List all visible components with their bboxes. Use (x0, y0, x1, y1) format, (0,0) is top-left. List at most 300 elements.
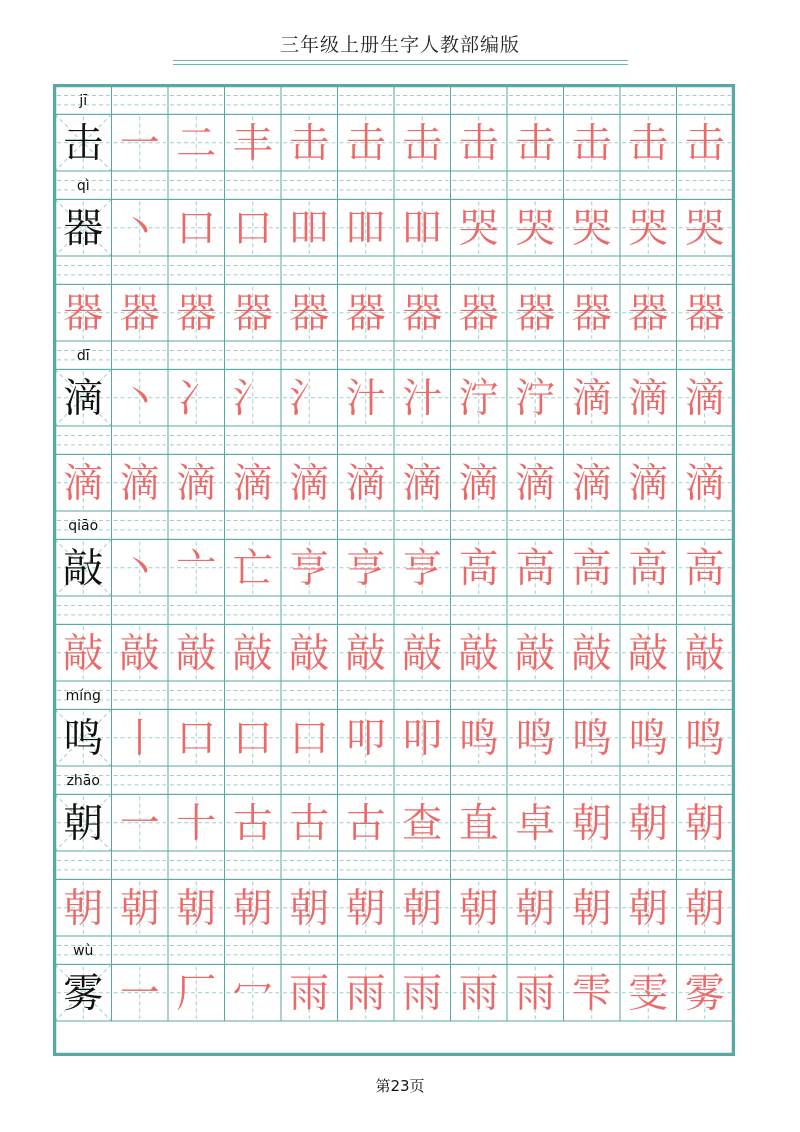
trace-character: 朝 (684, 800, 725, 847)
character-cell (507, 709, 564, 766)
character-cell (281, 539, 338, 596)
pinyin-cell (112, 596, 169, 624)
character-cell (168, 624, 225, 681)
character-cell (112, 879, 169, 936)
pinyin-cell (281, 171, 338, 199)
trace-character: 滴 (571, 460, 612, 507)
pinyin-cell (564, 681, 621, 709)
character-cell (112, 624, 169, 681)
trace-character: 二 (176, 120, 217, 167)
character-cell (394, 624, 451, 681)
pinyin-cell (451, 171, 508, 199)
pinyin-cell (507, 851, 564, 879)
character-cell (55, 539, 112, 596)
character-cell (55, 114, 112, 171)
pinyin-cell (394, 851, 451, 879)
character-cell (677, 369, 734, 426)
character-cell (168, 199, 225, 256)
character-cell (564, 114, 621, 171)
pinyin-cell (451, 596, 508, 624)
trace-character: 朝 (232, 885, 273, 932)
pinyin-cell (225, 681, 282, 709)
character-cell (451, 964, 508, 1021)
pinyin-cell (564, 341, 621, 369)
pinyin-cell (225, 341, 282, 369)
trace-character: 器 (571, 290, 612, 337)
pinyin-row (55, 256, 733, 284)
trace-character: 口 (176, 205, 217, 252)
pinyin-cell (564, 766, 621, 794)
pinyin-cell (564, 86, 621, 114)
trace-character: 朝 (571, 800, 612, 847)
character-cell (55, 794, 112, 851)
character-cell (394, 454, 451, 511)
character-cell (677, 199, 734, 256)
pinyin-cell (168, 86, 225, 114)
pinyin-cell (168, 171, 225, 199)
trace-character: 滴 (402, 460, 443, 507)
trace-character: 器 (458, 290, 499, 337)
character-cell (55, 964, 112, 1021)
pinyin-cell (507, 766, 564, 794)
pinyin-cell (394, 171, 451, 199)
pinyin-row (55, 86, 733, 114)
pinyin-cell (564, 936, 621, 964)
trace-character: 器 (289, 290, 330, 337)
trace-character: 朝 (571, 885, 612, 932)
character-cell (281, 879, 338, 936)
character-cell (338, 879, 395, 936)
character-cell (394, 964, 451, 1021)
trace-character: 朝 (402, 885, 443, 932)
pinyin-cell (281, 936, 338, 964)
character-cell (564, 284, 621, 341)
character-cell (620, 879, 677, 936)
character-cell (168, 709, 225, 766)
pinyin-cell (677, 936, 734, 964)
character-cell (451, 709, 508, 766)
trace-character: 滴 (628, 375, 669, 422)
trace-character: 一 (119, 120, 160, 167)
trace-character: 敲 (345, 630, 386, 677)
pinyin-label: wù (73, 943, 94, 960)
character-cell (168, 454, 225, 511)
character-cell (55, 369, 112, 426)
character-cell (564, 624, 621, 681)
character-cell (394, 709, 451, 766)
character-cell (507, 794, 564, 851)
character-cell (112, 114, 169, 171)
pinyin-cell (168, 681, 225, 709)
page-number: 第23页 (375, 1077, 425, 1095)
character-cell (620, 709, 677, 766)
character-cell (168, 794, 225, 851)
trace-character: 击 (684, 120, 725, 167)
character-cell (677, 709, 734, 766)
character-cell (394, 794, 451, 851)
pinyin-cell (225, 936, 282, 964)
pinyin-cell (338, 256, 395, 284)
pinyin-cell (112, 341, 169, 369)
pinyin-cell (394, 341, 451, 369)
character-cell (338, 454, 395, 511)
pinyin-cell (55, 766, 112, 794)
character-cell (281, 709, 338, 766)
trace-character: 亨 (345, 545, 386, 592)
character-cell (55, 624, 112, 681)
character-cell (507, 284, 564, 341)
pinyin-cell (225, 86, 282, 114)
character-row (55, 199, 733, 256)
character-cell (507, 964, 564, 1021)
character-cell (338, 794, 395, 851)
trace-character: 器 (119, 290, 160, 337)
trace-character: 敲 (176, 630, 217, 677)
character-cell (55, 284, 112, 341)
character-cell (55, 454, 112, 511)
trace-character: 氵 (232, 375, 273, 422)
trace-character: 击 (345, 120, 386, 167)
pinyin-cell (338, 171, 395, 199)
character-cell (338, 964, 395, 1021)
character-cell (451, 879, 508, 936)
pinyin-cell (281, 596, 338, 624)
character-cell (225, 624, 282, 681)
character-cell (451, 539, 508, 596)
pinyin-label: qiāo (68, 518, 99, 535)
pinyin-cell (55, 86, 112, 114)
pinyin-cell (55, 936, 112, 964)
pinyin-cell (168, 256, 225, 284)
pinyin-cell (394, 511, 451, 539)
character-cell (281, 964, 338, 1021)
character-cell (168, 539, 225, 596)
trace-character: 哭 (684, 205, 725, 252)
trace-character: 朝 (515, 885, 556, 932)
pinyin-row (55, 681, 733, 709)
trace-character: 雨 (458, 970, 499, 1017)
pinyin-cell (677, 681, 734, 709)
character-cell (338, 284, 395, 341)
pinyin-cell (55, 596, 112, 624)
pinyin-cell (564, 426, 621, 454)
character-cell (112, 369, 169, 426)
pinyin-cell (451, 766, 508, 794)
character-cell (620, 964, 677, 1021)
pinyin-cell (225, 511, 282, 539)
character-row (55, 709, 733, 766)
trace-character: 丶 (119, 205, 160, 252)
character-cell (677, 964, 734, 1021)
pinyin-cell (620, 426, 677, 454)
pinyin-cell (451, 851, 508, 879)
character-cell (112, 454, 169, 511)
character-cell (507, 369, 564, 426)
trace-character: 朝 (176, 885, 217, 932)
trace-character: 击 (628, 120, 669, 167)
character-cell (281, 114, 338, 171)
character-cell (677, 794, 734, 851)
main-character: 敲 (63, 545, 104, 592)
trace-character: 击 (571, 120, 612, 167)
trace-character: 滴 (684, 375, 725, 422)
character-cell (564, 454, 621, 511)
trace-character: 敲 (402, 630, 443, 677)
character-cell (394, 199, 451, 256)
trace-character: 古 (289, 800, 330, 847)
pinyin-cell (168, 851, 225, 879)
pinyin-cell (112, 766, 169, 794)
character-cell (281, 199, 338, 256)
character-row (55, 624, 733, 681)
pinyin-cell (677, 341, 734, 369)
character-cell (281, 284, 338, 341)
pinyin-cell (225, 766, 282, 794)
trace-character: 滴 (684, 460, 725, 507)
trace-character: 雨 (402, 970, 443, 1017)
trace-character: 器 (402, 290, 443, 337)
pinyin-cell (168, 766, 225, 794)
pinyin-cell (338, 681, 395, 709)
character-cell (394, 879, 451, 936)
main-character: 鸣 (63, 715, 104, 762)
character-cell (564, 879, 621, 936)
trace-character: 朝 (628, 885, 669, 932)
pinyin-cell (507, 86, 564, 114)
trace-character: 冖 (232, 970, 273, 1017)
trace-character: 击 (515, 120, 556, 167)
pinyin-cell (394, 86, 451, 114)
pinyin-cell (507, 511, 564, 539)
pinyin-label: qì (76, 178, 90, 195)
pinyin-cell (451, 936, 508, 964)
pinyin-cell (620, 681, 677, 709)
pinyin-cell (620, 851, 677, 879)
character-cell (620, 199, 677, 256)
trace-character: 氵 (289, 375, 330, 422)
pinyin-cell (112, 511, 169, 539)
character-cell (112, 284, 169, 341)
pinyin-cell (338, 426, 395, 454)
pinyin-cell (338, 596, 395, 624)
character-row (55, 369, 733, 426)
pinyin-cell (112, 426, 169, 454)
character-cell (168, 369, 225, 426)
pinyin-cell (338, 86, 395, 114)
trace-character: 鸣 (515, 715, 556, 762)
pinyin-cell (507, 426, 564, 454)
trace-character: 击 (402, 120, 443, 167)
pinyin-cell (394, 256, 451, 284)
pinyin-cell (677, 766, 734, 794)
pinyin-cell (281, 511, 338, 539)
character-cell (620, 539, 677, 596)
pinyin-row (55, 341, 733, 369)
trace-character: 吅 (345, 205, 386, 252)
trace-character: 一 (119, 800, 160, 847)
trace-character: 敲 (232, 630, 273, 677)
trace-character: 高 (628, 545, 669, 592)
character-cell (620, 284, 677, 341)
main-character: 朝 (63, 800, 104, 847)
pinyin-cell (338, 766, 395, 794)
trace-character: 击 (289, 120, 330, 167)
character-cell (620, 369, 677, 426)
trace-character: 朝 (345, 885, 386, 932)
trace-character: 汁 (345, 375, 386, 422)
trace-character: 口 (232, 205, 273, 252)
character-cell (281, 794, 338, 851)
trace-character: 丶 (119, 375, 160, 422)
pinyin-cell (620, 171, 677, 199)
trace-character: 敲 (628, 630, 669, 677)
trace-character: 雨 (345, 970, 386, 1017)
character-cell (55, 709, 112, 766)
trace-character: 雾 (684, 970, 725, 1017)
character-row (55, 284, 733, 341)
pinyin-cell (677, 851, 734, 879)
trace-character: 泞 (515, 375, 556, 422)
character-row (55, 539, 733, 596)
trace-character: 哭 (571, 205, 612, 252)
pinyin-cell (564, 511, 621, 539)
pinyin-cell (677, 171, 734, 199)
trace-character: 器 (345, 290, 386, 337)
character-cell (225, 284, 282, 341)
pinyin-cell (168, 511, 225, 539)
character-cell (112, 709, 169, 766)
main-character: 击 (63, 120, 104, 167)
pinyin-cell (620, 86, 677, 114)
pinyin-cell (394, 936, 451, 964)
character-cell (451, 794, 508, 851)
pinyin-cell (677, 256, 734, 284)
trace-character: 哭 (515, 205, 556, 252)
character-cell (168, 964, 225, 1021)
character-cell (507, 454, 564, 511)
pinyin-label: míng (65, 688, 101, 705)
pinyin-cell (451, 341, 508, 369)
pinyin-cell (112, 851, 169, 879)
trace-character: 滴 (515, 460, 556, 507)
pinyin-cell (507, 936, 564, 964)
character-cell (225, 709, 282, 766)
pinyin-cell (507, 171, 564, 199)
trace-character: 高 (515, 545, 556, 592)
pinyin-row (55, 171, 733, 199)
trace-character: 朝 (63, 885, 104, 932)
pinyin-row (55, 511, 733, 539)
trace-character: 鸣 (628, 715, 669, 762)
trace-character: 亨 (402, 545, 443, 592)
character-cell (225, 539, 282, 596)
character-cell (677, 284, 734, 341)
character-cell (677, 624, 734, 681)
character-cell (281, 369, 338, 426)
pinyin-cell (564, 851, 621, 879)
pinyin-cell (168, 426, 225, 454)
pinyin-cell (451, 256, 508, 284)
character-cell (451, 199, 508, 256)
trace-character: 滴 (119, 460, 160, 507)
trace-character: 丰 (232, 120, 273, 167)
character-cell (168, 284, 225, 341)
trace-character: 雫 (571, 970, 612, 1017)
pinyin-cell (225, 596, 282, 624)
pinyin-cell (620, 936, 677, 964)
trace-character: 敲 (458, 630, 499, 677)
character-cell (112, 964, 169, 1021)
trace-character: 亠 (176, 545, 217, 592)
pinyin-cell (225, 426, 282, 454)
trace-character: 器 (628, 290, 669, 337)
trace-character: 口 (232, 715, 273, 762)
character-cell (564, 539, 621, 596)
pinyin-cell (394, 766, 451, 794)
trace-character: 口 (176, 715, 217, 762)
pinyin-cell (394, 426, 451, 454)
character-cell (112, 199, 169, 256)
pinyin-cell (168, 936, 225, 964)
pinyin-cell (112, 256, 169, 284)
pinyin-row (55, 936, 733, 964)
character-cell (564, 709, 621, 766)
pinyin-cell (451, 86, 508, 114)
trace-character: 直 (458, 800, 499, 847)
pinyin-cell (55, 341, 112, 369)
trace-character: 一 (119, 970, 160, 1017)
trace-character: 叩 (402, 715, 443, 762)
character-cell (620, 624, 677, 681)
trace-character: 吅 (289, 205, 330, 252)
pinyin-cell (394, 596, 451, 624)
trace-character: 口 (289, 715, 330, 762)
character-cell (507, 879, 564, 936)
trace-character: 丶 (119, 545, 160, 592)
trace-character: 冫 (176, 375, 217, 422)
pinyin-cell (55, 851, 112, 879)
character-cell (564, 794, 621, 851)
character-cell (394, 114, 451, 171)
trace-character: 敲 (63, 630, 104, 677)
pinyin-cell (620, 341, 677, 369)
pinyin-cell (677, 511, 734, 539)
pinyin-label: zhāo (66, 773, 100, 790)
trace-character: 吅 (402, 205, 443, 252)
trace-character: 高 (571, 545, 612, 592)
pinyin-cell (620, 511, 677, 539)
pinyin-cell (281, 851, 338, 879)
trace-character: 滴 (345, 460, 386, 507)
pinyin-cell (338, 936, 395, 964)
pinyin-cell (281, 256, 338, 284)
pinyin-cell (55, 426, 112, 454)
trace-character: 敲 (119, 630, 160, 677)
pinyin-cell (281, 341, 338, 369)
pinyin-row (55, 766, 733, 794)
trace-character: 朝 (458, 885, 499, 932)
trace-character: 叩 (345, 715, 386, 762)
main-character: 雾 (63, 970, 104, 1017)
trace-character: 朝 (684, 885, 725, 932)
character-cell (168, 114, 225, 171)
pinyin-cell (55, 681, 112, 709)
pinyin-cell (620, 596, 677, 624)
pinyin-cell (112, 936, 169, 964)
pinyin-cell (677, 596, 734, 624)
pinyin-label: jī (79, 93, 88, 110)
trace-character: 厂 (176, 970, 217, 1017)
